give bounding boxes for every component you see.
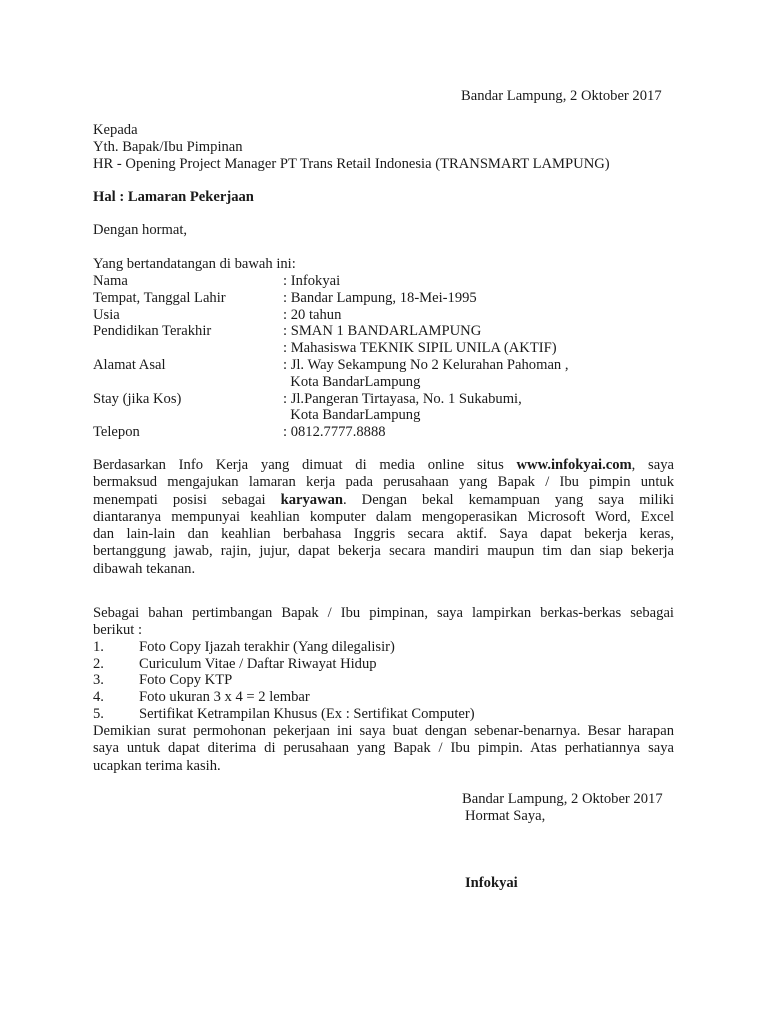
list-text: Sertifikat Ketrampilan Khusus (Ex : Sertifikat Computer) [139,706,475,722]
signature-name: Infokyai [465,875,518,891]
signature-place-date: Bandar Lampung, 2 Oktober 2017 [462,791,663,807]
paragraph-line: Demikian surat permohonan pekerjaan ini saya buat dengan sebenar-benarnya. Besar harapan [93,723,674,739]
position-text: karyawan [280,491,344,508]
field-value: Kota BandarLampung [283,374,421,390]
website-link-text: www.infokyai.com [516,457,632,473]
paragraph-line: bertanggung jawab, rajin, jujur, dapat bekerja secara mandiri maupun tim dan siap bekerja [93,543,674,560]
paragraph-line [93,492,674,509]
field-label: Stay (jika Kos) [93,391,182,407]
field-row [93,424,683,441]
paragraph-line: Sebagai bahan pertimbangan Bapak / Ibu pimpinan, saya lampirkan berkas-berkas sebagai [93,605,674,621]
field-row [93,273,683,290]
list-number: 3. [93,672,104,688]
list-number: 2. [93,656,104,672]
signature-salutation: Hormat Saya, [465,808,546,824]
closing-paragraph [93,723,674,775]
attachments-intro [93,605,674,640]
field-label: Nama [93,273,128,289]
recipient-line-2: Yth. Bapak/Ibu Pimpinan [93,139,243,155]
field-value: Kota BandarLampung [283,407,421,423]
field-label: Tempat, Tanggal Lahir [93,290,226,306]
list-text: Foto Copy KTP [139,672,233,688]
list-text: Foto ukuran 3 x 4 = 2 lembar [139,689,310,705]
field-row [93,323,683,340]
intro-line: Yang bertandatangan di bawah ini: [93,256,296,272]
field-row [93,307,683,324]
paragraph-line: dibawah tekanan. [93,560,196,577]
field-value: : Jl.Pangeran Tirtayasa, No. 1 Sukabumi, [283,391,522,407]
list-number: 1. [93,639,104,655]
greeting: Dengan hormat, [93,222,188,238]
list-text: Curiculum Vitae / Daftar Riwayat Hidup [139,656,377,672]
list-number: 5. [93,706,104,722]
field-row [93,407,683,424]
field-value: : Infokyai [283,273,341,289]
field-row [93,391,683,408]
paragraph-line: bermaksud mengajukan lamaran kerja pada perusahaan yang Bapak / Ibu pimpin untuk [93,474,674,491]
list-text: Foto Copy Ijazah terakhir (Yang dilegalisir) [139,639,395,655]
paragraph-line: saya untuk dapat diterima di perusahaan yang Bapak / Ibu pimpin. Atas perhatiannya saya [93,740,674,757]
field-row [93,374,683,391]
list-number: 4. [93,689,104,705]
field-label: Alamat Asal [93,357,166,373]
field-value: : Bandar Lampung, 18-Mei-1995 [283,290,477,306]
subject-line: Hal : Lamaran Pekerjaan [93,189,254,205]
text: . Dengan bekal kemampuan yang saya miliki [343,491,675,508]
recipient-line-1: Kepada [93,122,138,138]
field-value: : 20 tahun [283,307,342,323]
place-date-top: Bandar Lampung, 2 Oktober 2017 [461,88,662,104]
field-label: Usia [93,307,120,323]
field-row [93,357,683,374]
field-value: : 0812.7777.8888 [283,424,386,440]
field-row [93,340,683,357]
text: , saya [631,457,674,473]
body-paragraph [93,457,674,578]
recipient-line-3: HR - Opening Project Manager PT Trans Retail Indonesia (TRANSMART LAMPUNG) [93,156,610,172]
paragraph-line: ucapkan terima kasih. [93,757,221,774]
paragraph-line: dan lain-lain dan keahlian berbahasa Inggris secara aktif. Saya dapat bekerja keras, [93,526,674,543]
field-label: Telepon [93,424,140,440]
field-row [93,290,683,307]
paragraph-line: diantaranya mempunyai keahlian komputer dalam mengoperasikan Microsoft Word, Excel [93,508,674,525]
paragraph-line: berikut : [93,622,143,639]
field-value: : SMAN 1 BANDARLAMPUNG [283,323,482,339]
text: Berdasarkan Info Kerja yang dimuat di media online situs [93,457,517,473]
paragraph-line [93,457,674,474]
field-value: : Jl. Way Sekampung No 2 Kelurahan Pahoman , [283,357,569,373]
text: menempati posisi sebagai [93,491,281,508]
field-label: Pendidikan Terakhir [93,323,212,339]
field-value: : Mahasiswa TEKNIK SIPIL UNILA (AKTIF) [283,340,557,356]
